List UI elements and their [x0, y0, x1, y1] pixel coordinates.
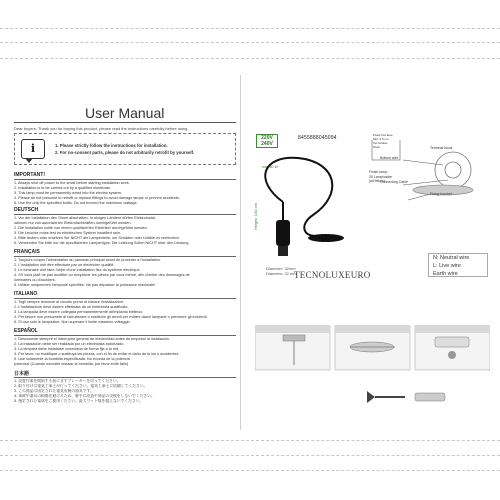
section-line: 4. Per favore non presumete di ristrutturare o sostituire gli arredi per evitare danni lampade o prevenire gli incidenti. [14, 315, 208, 319]
section-line: potencia! (Cuando necesite instalar la bombilla, por favor evite fallo) [14, 362, 129, 366]
diameter-line: Diameter: 32mm [266, 266, 296, 271]
section-line: 2. L'installazione deve essere effettuata da un elettricista qualificato. [14, 305, 129, 309]
section-heading-important: IMPORTANT! [14, 172, 46, 178]
section-heading-francais: FRANÇAIS [14, 249, 40, 255]
section-rule [14, 377, 236, 378]
notice-line: 2. For no-consent parts, please do not arbitrarily retrofit by yourself. [55, 150, 195, 155]
fitting-note-line: 25 Lampholder [369, 174, 393, 179]
section-line: 4. S'il vous plaît ne pas modifier ou remplacer les pièces par vous-même, afin d'éviter des dommages de [14, 273, 190, 277]
section-line: 3. La lámpara debe instalarse conectada de forma fija a la red. [14, 347, 120, 351]
lampholder [276, 220, 290, 246]
fitting-note [369, 170, 405, 184]
legend-item: Earth wire [433, 271, 458, 277]
fitting-note-line: Finish lamp: [369, 170, 388, 174]
section-line: 5. Use the only the specified bulbs. Do not exceed the maximum wattage. [14, 201, 138, 205]
section-line: 2. La instalación debe ser realizada por un electricista autorizado. [14, 342, 125, 346]
section-line: 2. Die Installation sollte von einem qualifizierten Elektriker durchgeführt werden. [14, 226, 148, 230]
section-lines-japanese [14, 379, 238, 404]
lampholder-thread [278, 246, 288, 256]
section-lines-espanol [14, 337, 238, 367]
top-dotted-guide [0, 42, 500, 43]
section-rule [14, 335, 236, 336]
section-rule [14, 214, 236, 215]
barcode-number: 8455888045094 [298, 135, 337, 141]
cert-text [373, 133, 399, 149]
wire-legend [428, 253, 488, 277]
section-line: 5. Verwenden Sie bitte nur die spezifizierten Lampentyps. Die Leistung Sollen NICHT über den Leistung [14, 241, 189, 245]
title-rule [14, 122, 236, 123]
section-line: luminaires ou d'accident. [14, 278, 56, 282]
fitting-note-line: (all below) [369, 179, 385, 183]
wire-label: Fixing bracket [430, 192, 452, 196]
diameter-note [266, 266, 297, 276]
section-line: 1. Desconecte siempre el interruptor general de electricidad antes de empezar la instalación. [14, 337, 170, 341]
section-line: 4. Please do not presume to retrofit or replace fittings to avoid damage lamps or prevent accidents. [14, 196, 180, 200]
section-line: 5. 指定された電球をご使用ください。最大ワット数を超えないでください。 [14, 399, 144, 403]
section-heading-japanese: 日本語 [14, 371, 30, 377]
screw-head [367, 391, 375, 403]
section-line: 1. Always shut off power to the small before starting installation work. [14, 181, 130, 185]
section-line: 3. La lampada deve essere collegata permanentemente all'impianto elettrico. [14, 310, 144, 314]
wiring-terminal [445, 162, 461, 178]
wall-anchor [415, 393, 445, 401]
pendant-lamp-illustration [243, 140, 493, 315]
section-line: 3. この商品は固定された電気系統の器具です。 [14, 389, 94, 393]
section-line: lationen nur von autorisierten Elektrofachkräften durchgeführt werden. [14, 221, 132, 225]
section-line: 1. 設置作業を開始する前にまずブレーカーを切ってください。 [14, 379, 121, 383]
pendant-cord [265, 158, 332, 236]
section-line: 1. Vor der Installation den Strom abschalten. In einigen Ländern dürfen Elektroinstal- [14, 216, 157, 220]
section-line: 5. Use solamente la bombilla especificada. No exceda de la potencia [14, 357, 130, 361]
section-line: 2. L'installation doit être effectuée par un électricien qualifié. [14, 263, 115, 267]
section-lines-important [14, 181, 238, 206]
section-line: 2. 取り付けは電気工事士が行ってください。電気工事士に依頼してください。 [14, 384, 148, 388]
mounting-bracket [283, 335, 305, 341]
bottom-dotted-guide [0, 440, 500, 441]
section-line: 1. Toujours couper l'alimentation au panneau principal avant de procéder à l'installation. [14, 258, 162, 262]
section-line: 5. Si usa solo le lampadine. Non superare il limite massimo voltaggio. [14, 320, 131, 324]
legend-item: L: Live wire [433, 263, 461, 269]
section-lines-francais [14, 258, 238, 288]
terminal-knob [448, 351, 456, 359]
section-line: 4. Bitte ändern oder ersetzen Sie NICHT die Lampenteile, um Schäden oder Unfälle zu verhindern. [14, 236, 181, 240]
ceiling-strip [255, 325, 330, 333]
wire-label: Terminal block [430, 146, 453, 150]
notice-line: 1. Please strictly follow the instructions for installation. [55, 143, 168, 148]
section-rule [14, 298, 236, 299]
bottom-dotted-guide [0, 455, 500, 456]
top-dotted-guide [0, 58, 500, 59]
section-line: 2. Installation is to be carried out by a qualified electrician. [14, 186, 112, 190]
legend-item: N: Neutral wire [433, 255, 470, 261]
notice-lines [55, 142, 194, 156]
wire-label: Connecting Cable [380, 180, 408, 184]
section-lines-deutsch [14, 216, 238, 246]
cert-line: Fixed box lane [373, 133, 393, 137]
section-line: 4. Por favor, no modifique o sustituya las piezas, con el fin de evitar el daño de la luz o accidentes [14, 352, 179, 356]
manual-intro: Dear buyers: Thank you for buying this product, please read the instructions carefully before using. [14, 126, 189, 131]
section-heading-espanol: ESPAÑOL [14, 328, 38, 334]
section-lines-italiano [14, 300, 238, 325]
info-speech-icon: i [21, 139, 45, 159]
diameter-line: Diametro: 32 mm [266, 271, 297, 276]
section-heading-italiano: ITALIANO [14, 291, 38, 297]
brand-name: TECNOLUXEURO [294, 270, 371, 280]
wattage-tag: max 60 W [262, 165, 278, 169]
ceiling-strip [415, 325, 490, 333]
cert-line: block [373, 145, 381, 149]
voltage-value: 240V [261, 141, 273, 147]
voltage-value: 220V [261, 135, 273, 141]
wire-label: Bottom wire [380, 156, 399, 160]
installation-steps [255, 325, 490, 420]
fitted-canopy [435, 337, 469, 347]
section-rule [14, 256, 236, 257]
bottom-dotted-guide [0, 470, 500, 471]
section-line: 3. Die Leuchte muss fest im elektrischen System installiert sein. [14, 231, 121, 235]
section-heading-deutsch: DEUTSCH [14, 207, 39, 213]
cert-line: Terminales [373, 141, 388, 145]
top-dotted-guide [0, 28, 500, 29]
section-rule [14, 179, 236, 180]
section-line: 1. Togli sempre tensione al circuito prima di iniziare l'installazione. [14, 300, 125, 304]
section-line: 3. Le luminaire doit faire l'objet d'une installation fixe du système électrique. [14, 268, 141, 272]
cert-line: Mul: 2.5 cm [373, 137, 389, 141]
section-line: 5. Utiliser uniquement l'ampoule spécifiée. Ne pas dépasser la puissance maximale! [14, 283, 156, 287]
section-line: 3. This lamp must be permanently wired into the electric system. [14, 191, 122, 195]
wiring-bracket [435, 152, 471, 188]
ceiling-canopy [308, 234, 344, 242]
section-line: 4. 事故や器具の損傷を避けるため、勝手に改造や部品の交換をしないでください。 [14, 394, 155, 398]
manual-title: User Manual [85, 105, 165, 121]
page-divider [240, 75, 241, 430]
notice-box [14, 133, 236, 165]
ceiling-strip [335, 325, 410, 333]
height-label: Height: 100 cm [253, 203, 258, 230]
